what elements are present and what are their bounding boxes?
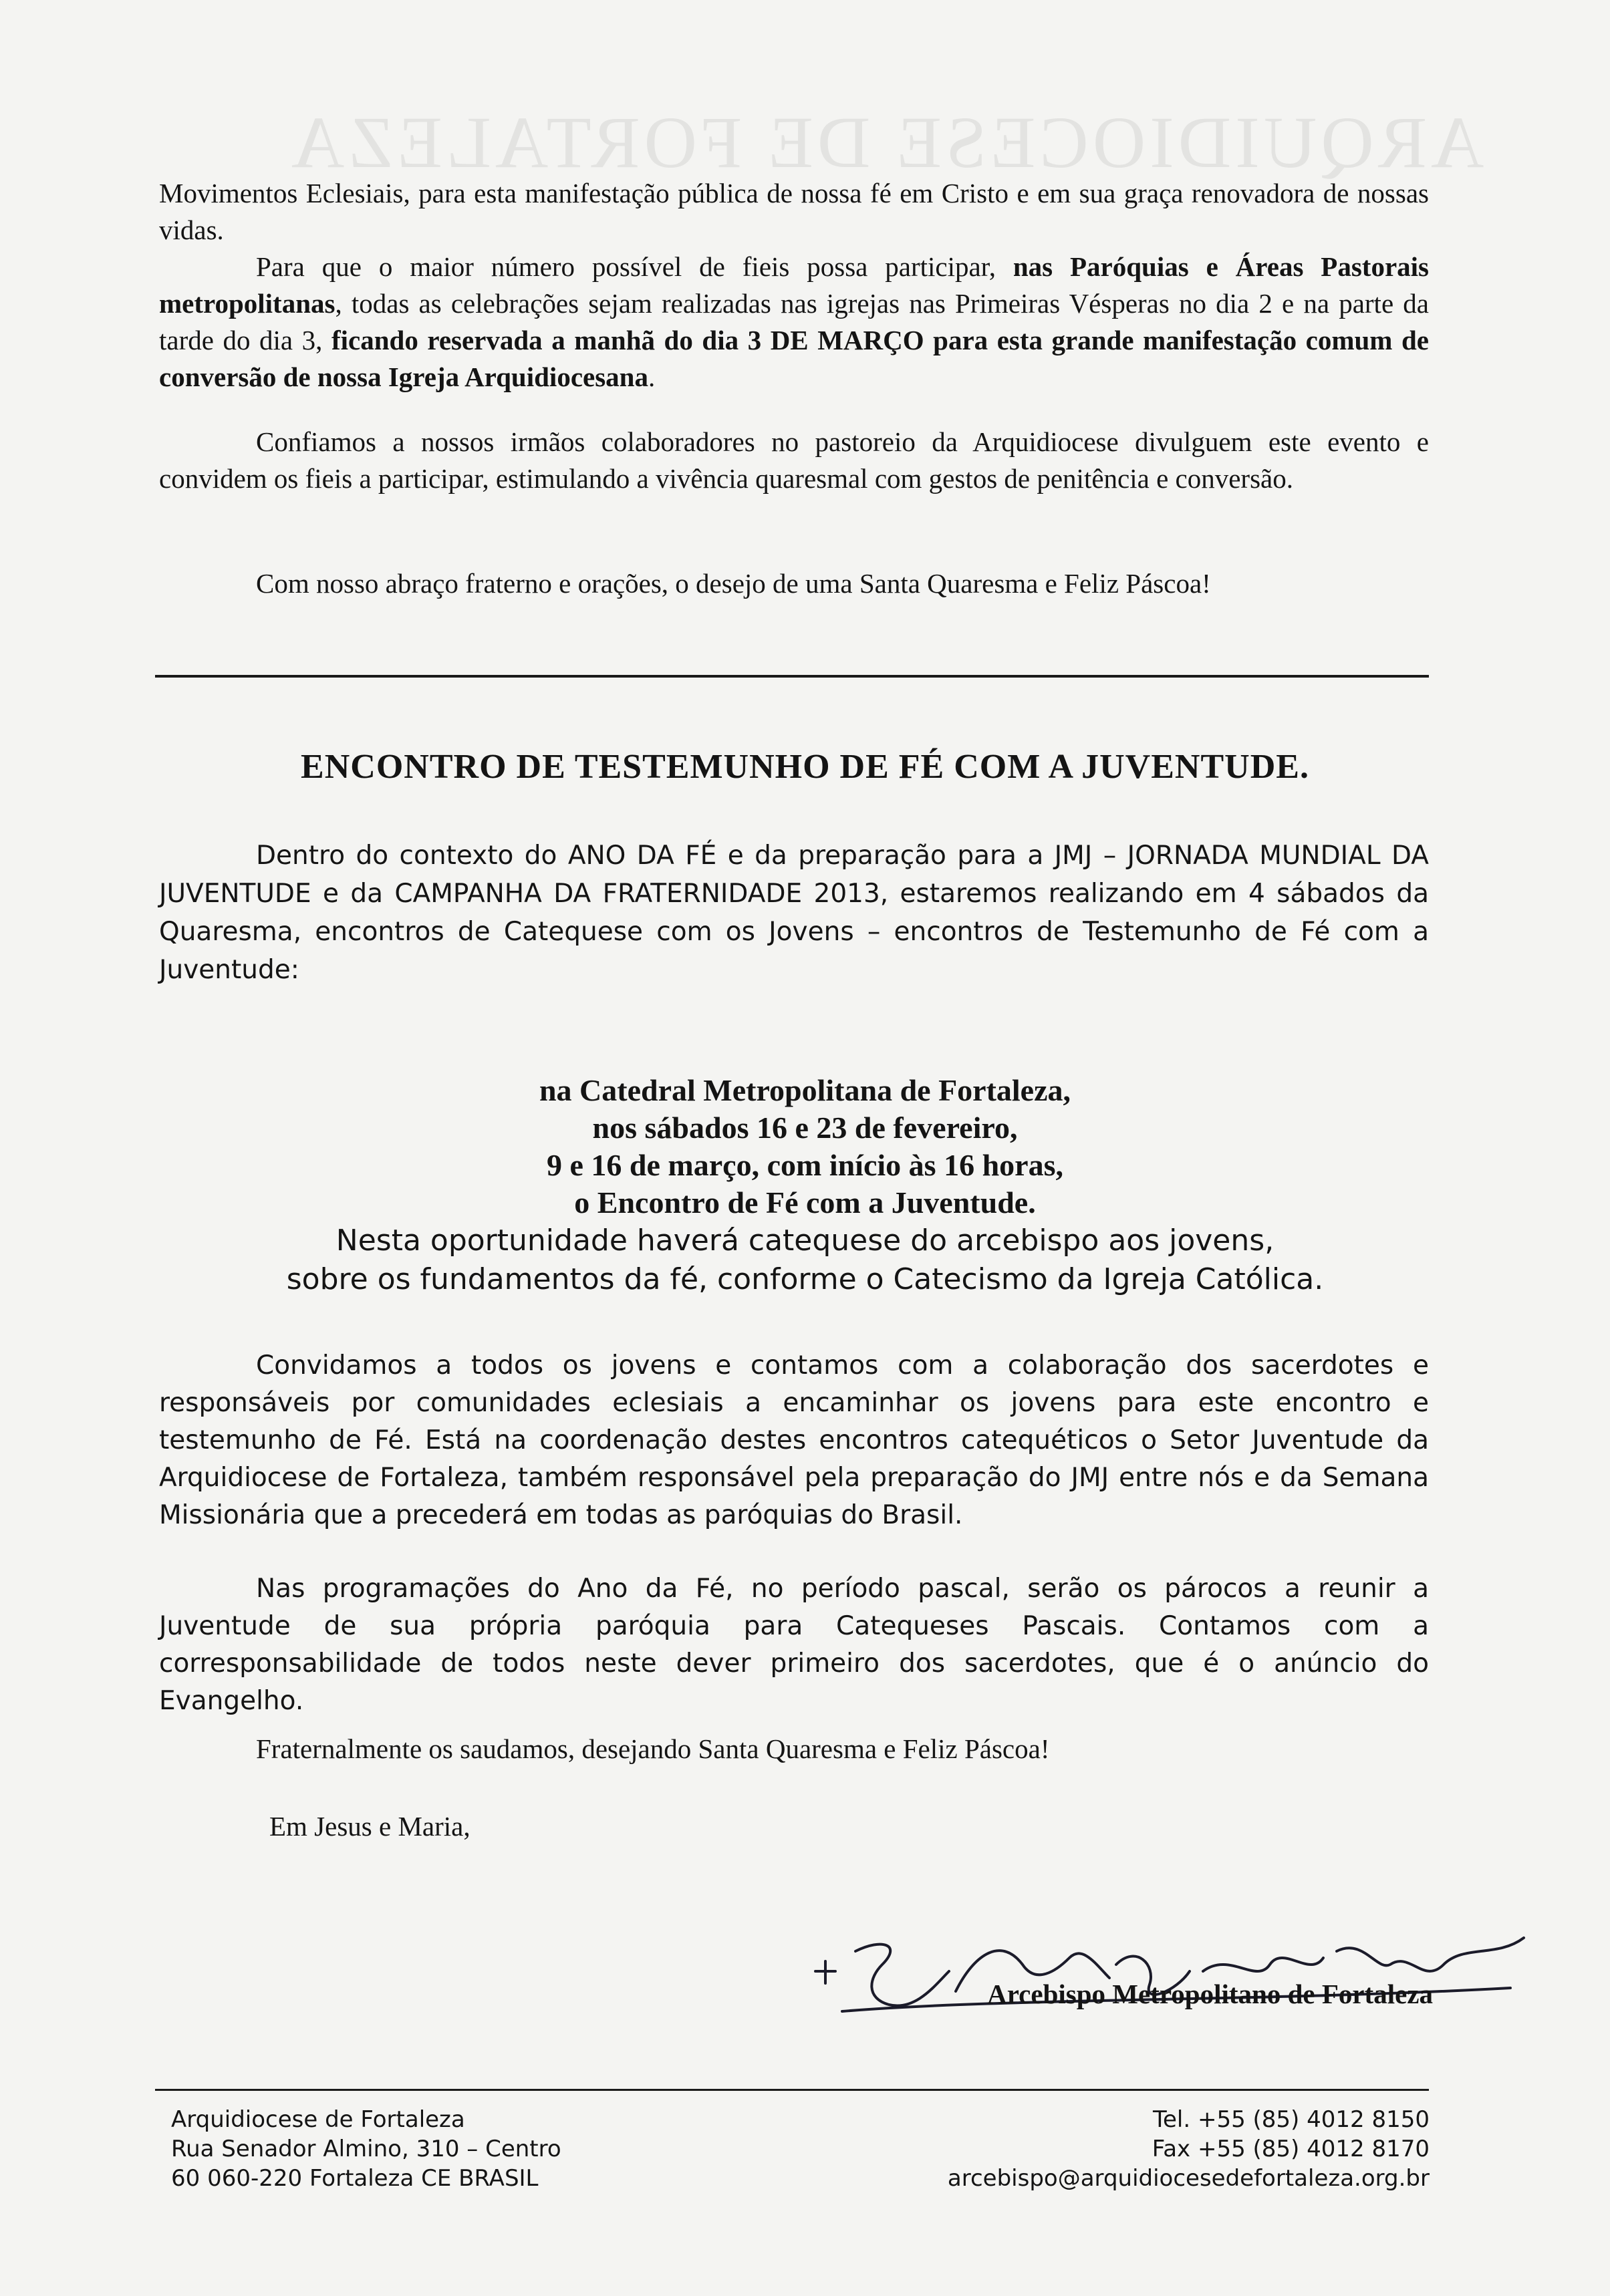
- paragraph-convidamos-text: Convidamos a todos os jovens e contamos com a colaboração dos sacerdotes e responsáveis por comunidades eclesiais a encaminhar os jovens para este encontro e testemunho de Fé. Está na coordenação destes encontros catequéticos o Setor Juventude da Arquidiocese de Fortaleza, também responsável pela preparação do JMJ entre nós e da Semana Missionária que a precederá em todas as paróquias do Brasil.: [159, 1350, 1429, 1530]
- paragraph-intro: [159, 837, 1429, 989]
- paragraph-abraco-text: Com nosso abraço fraterno e orações, o desejo de uma Santa Quaresma e Feliz Páscoa!: [256, 568, 1211, 599]
- participacao-text-a: Para que o maior número possível de fieis possa participar,: [256, 251, 1013, 282]
- paragraph-greeting: [159, 1731, 1429, 1767]
- section-heading: ENCONTRO DE TESTEMUNHO DE FÉ COM A JUVENTUDE.: [301, 748, 1309, 786]
- paragraph-participacao: [159, 249, 1429, 396]
- paragraph-intro-text: Dentro do contexto do ANO DA FÉ e da preparação para a JMJ – JORNADA MUNDIAL DA JUVENTUDE e da CAMPANHA DA FRATERNIDADE 2013, estaremos realizando em 4 sábados da Quaresma, encontros de Catequese com os Jovens – encontros de Testemunho de Fé com a Juventude:: [159, 841, 1429, 985]
- event-dates-feb: nos sábados 16 e 23 de fevereiro,: [592, 1111, 1018, 1145]
- paragraph-closing-text: Em Jesus e Maria,: [269, 1811, 471, 1842]
- footer-email: arcebispo@arquidiocesedefortaleza.org.br: [947, 2165, 1430, 2192]
- section-divider: [155, 675, 1429, 678]
- paragraph-abraco: [159, 565, 1429, 602]
- footer-phone: Tel. +55 (85) 4012 8150: [1153, 2106, 1430, 2133]
- event-note-2: sobre os fundamentos da fé, conforme o Catecismo da Igreja Católica.: [286, 1262, 1324, 1296]
- footer-address: [171, 2105, 561, 2193]
- event-name: o Encontro de Fé com a Juventude.: [574, 1185, 1036, 1219]
- participacao-text-e: .: [648, 362, 656, 392]
- paragraph-confiamos: [159, 424, 1429, 497]
- event-details: [0, 1072, 1610, 1299]
- signatory-title: Arcebispo Metropolitano de Fortaleza: [987, 1979, 1433, 2009]
- paragraph-convidamos: [159, 1347, 1429, 1534]
- paragraph-greeting-text: Fraternalmente os saudamos, desejando Santa Quaresma e Feliz Páscoa!: [256, 1733, 1050, 1764]
- event-dates-mar: 9 e 16 de março, com início às 16 horas,: [547, 1148, 1063, 1182]
- footer-fax: Fax +55 (85) 4012 8170: [1152, 2136, 1430, 2162]
- footer-org: Arquidiocese de Fortaleza: [171, 2106, 465, 2133]
- paragraph-closing: [159, 1808, 1429, 1845]
- paragraph-pascal: [159, 1570, 1429, 1720]
- footer-divider: [155, 2089, 1429, 2091]
- paragraph-movimentos: [159, 175, 1429, 249]
- event-venue: na Catedral Metropolitana de Fortaleza,: [539, 1073, 1071, 1107]
- participacao-text-c: , todas as celebrações sejam realizadas nas igrejas nas Primeiras Vésperas no dia 2 e na parte da tarde do dia 3,: [159, 288, 1429, 355]
- paragraph-movimentos-text: Movimentos Eclesiais, para esta manifestação pública de nossa fé em Cristo e em sua graça renovadora de nossas vidas.: [159, 178, 1429, 245]
- paragraph-pascal-text: Nas programações do Ano da Fé, no período pascal, serão os párocos a reunir a Juventude de sua própria paróquia para Catequeses Pascais. Contamos com a corresponsabilidade de todos neste dever primeiro dos sacerdotes, que é o anúncio do Evangelho.: [159, 1574, 1429, 1716]
- footer-city: 60 060-220 Fortaleza CE BRASIL: [171, 2165, 539, 2192]
- paragraph-confiamos-text: Confiamos a nossos irmãos colaboradores no pastoreio da Arquidiocese divulguem este evento e convidem os fieis a participar, estimulando a vivência quaresmal com gestos de penitência e conversão.: [159, 426, 1429, 494]
- participacao-text-bold-d: ficando reservada a manhã do dia 3 DE MARÇO para esta grande manifestação comum de conversão de nossa Igreja Arquidiocesana: [159, 325, 1429, 392]
- show-through-letterhead: ARQUIDIOCESE DE FORTALEZA: [287, 102, 1484, 183]
- footer-contact: [948, 2105, 1430, 2193]
- footer-street: Rua Senador Almino, 310 – Centro: [171, 2136, 561, 2162]
- event-note-1: Nesta oportunidade haverá catequese do arcebispo aos jovens,: [336, 1224, 1274, 1258]
- participacao-text-bold-b: nas Paróquias e Áreas Pastorais metropolitanas: [159, 251, 1429, 319]
